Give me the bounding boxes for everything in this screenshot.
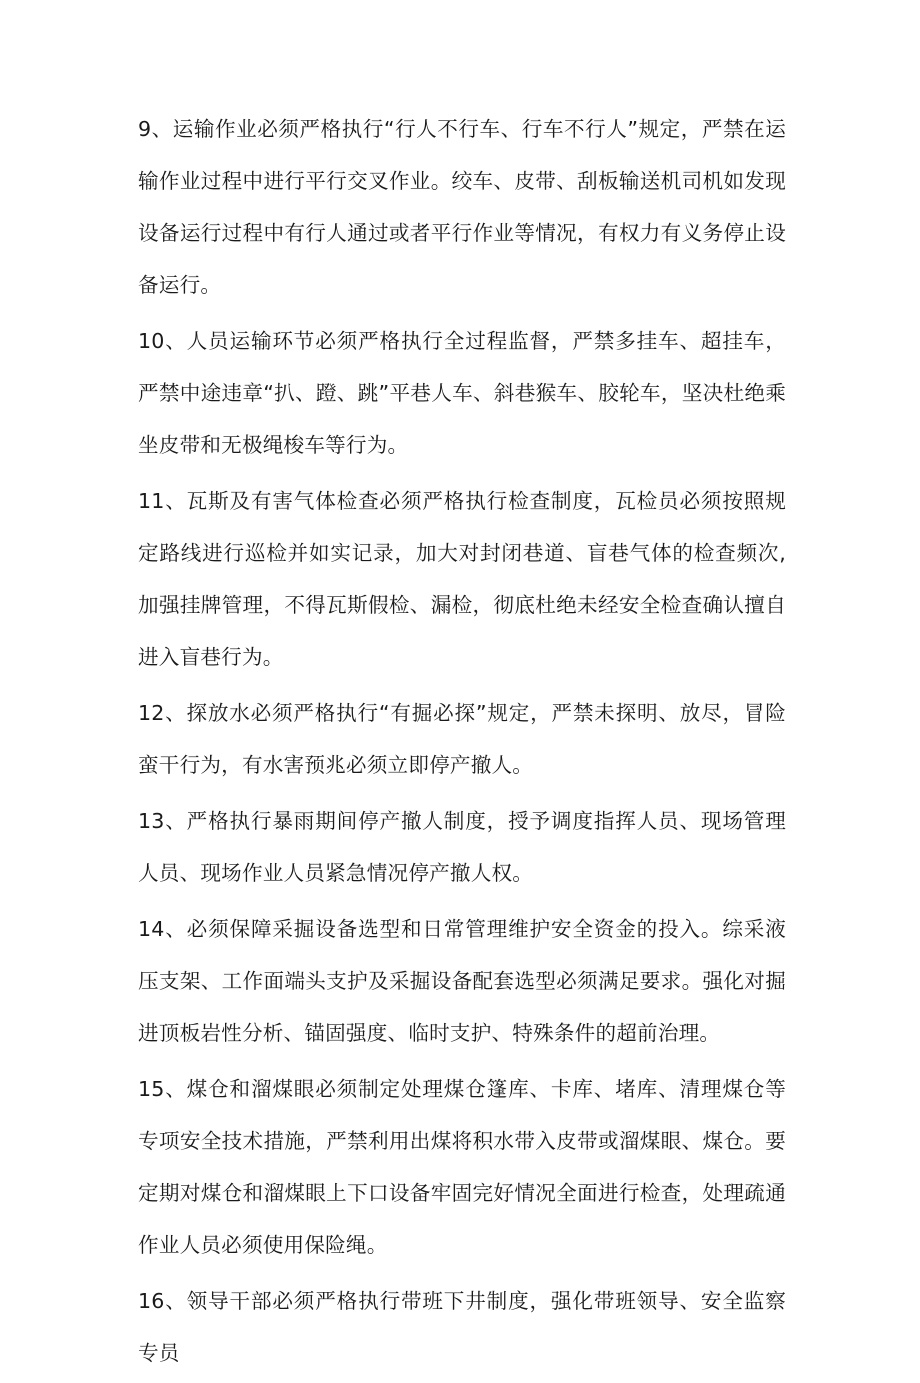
paragraph-14: 14、必须保障采掘设备选型和日常管理维护安全资金的投入。综采液压支架、工作面端头支护及采掘设备配套选型必须满足要求。强化对掘进顶板岩性分析、锚固强度、临时支护、特殊条件的超前治理。 [138, 917, 786, 1045]
document-body [138, 103, 786, 1383]
paragraph-16: 16、领导干部必须严格执行带班下井制度，强化带班领导、安全监察专员 [138, 1289, 786, 1365]
paragraph-12: 12、探放水必须严格执行“有掘必探”规定，严禁未探明、放尽，冒险蛮干行为，有水害预兆必须立即停产撤人。 [138, 701, 786, 777]
paragraph-11: 11、瓦斯及有害气体检查必须严格执行检查制度，瓦检员必须按照规定路线进行巡检并如实记录，加大对封闭巷道、盲巷气体的检查频次,加强挂牌管理，不得瓦斯假检、漏检，彻底杜绝未经安全检查确认擅自进入盲巷行为。 [138, 489, 786, 669]
paragraph-13: 13、严格执行暴雨期间停产撤人制度，授予调度指挥人员、现场管理人员、现场作业人员紧急情况停产撤人权。 [138, 809, 786, 885]
paragraph-10: 10、人员运输环节必须严格执行全过程监督，严禁多挂车、超挂车，严禁中途违章“扒、蹬、跳”平巷人车、斜巷猴车、胶轮车，坚决杜绝乘坐皮带和无极绳梭车等行为。 [138, 329, 786, 457]
paragraph-15: 15、煤仓和溜煤眼必须制定处理煤仓篷库、卡库、堵库、清理煤仓等专项安全技术措施，严禁利用出煤将积水带入皮带或溜煤眼、煤仓。要定期对煤仓和溜煤眼上下口设备牢固完好情况全面进行检查，处理疏通作业人员必须使用保险绳。 [138, 1077, 786, 1257]
paragraph-9: 9、运输作业必须严格执行“行人不行车、行车不行人”规定，严禁在运输作业过程中进行平行交叉作业。绞车、皮带、刮板输送机司机如发现设备运行过程中有行人通过或者平行作业等情况，有权力有义务停止设备运行。 [138, 117, 786, 297]
